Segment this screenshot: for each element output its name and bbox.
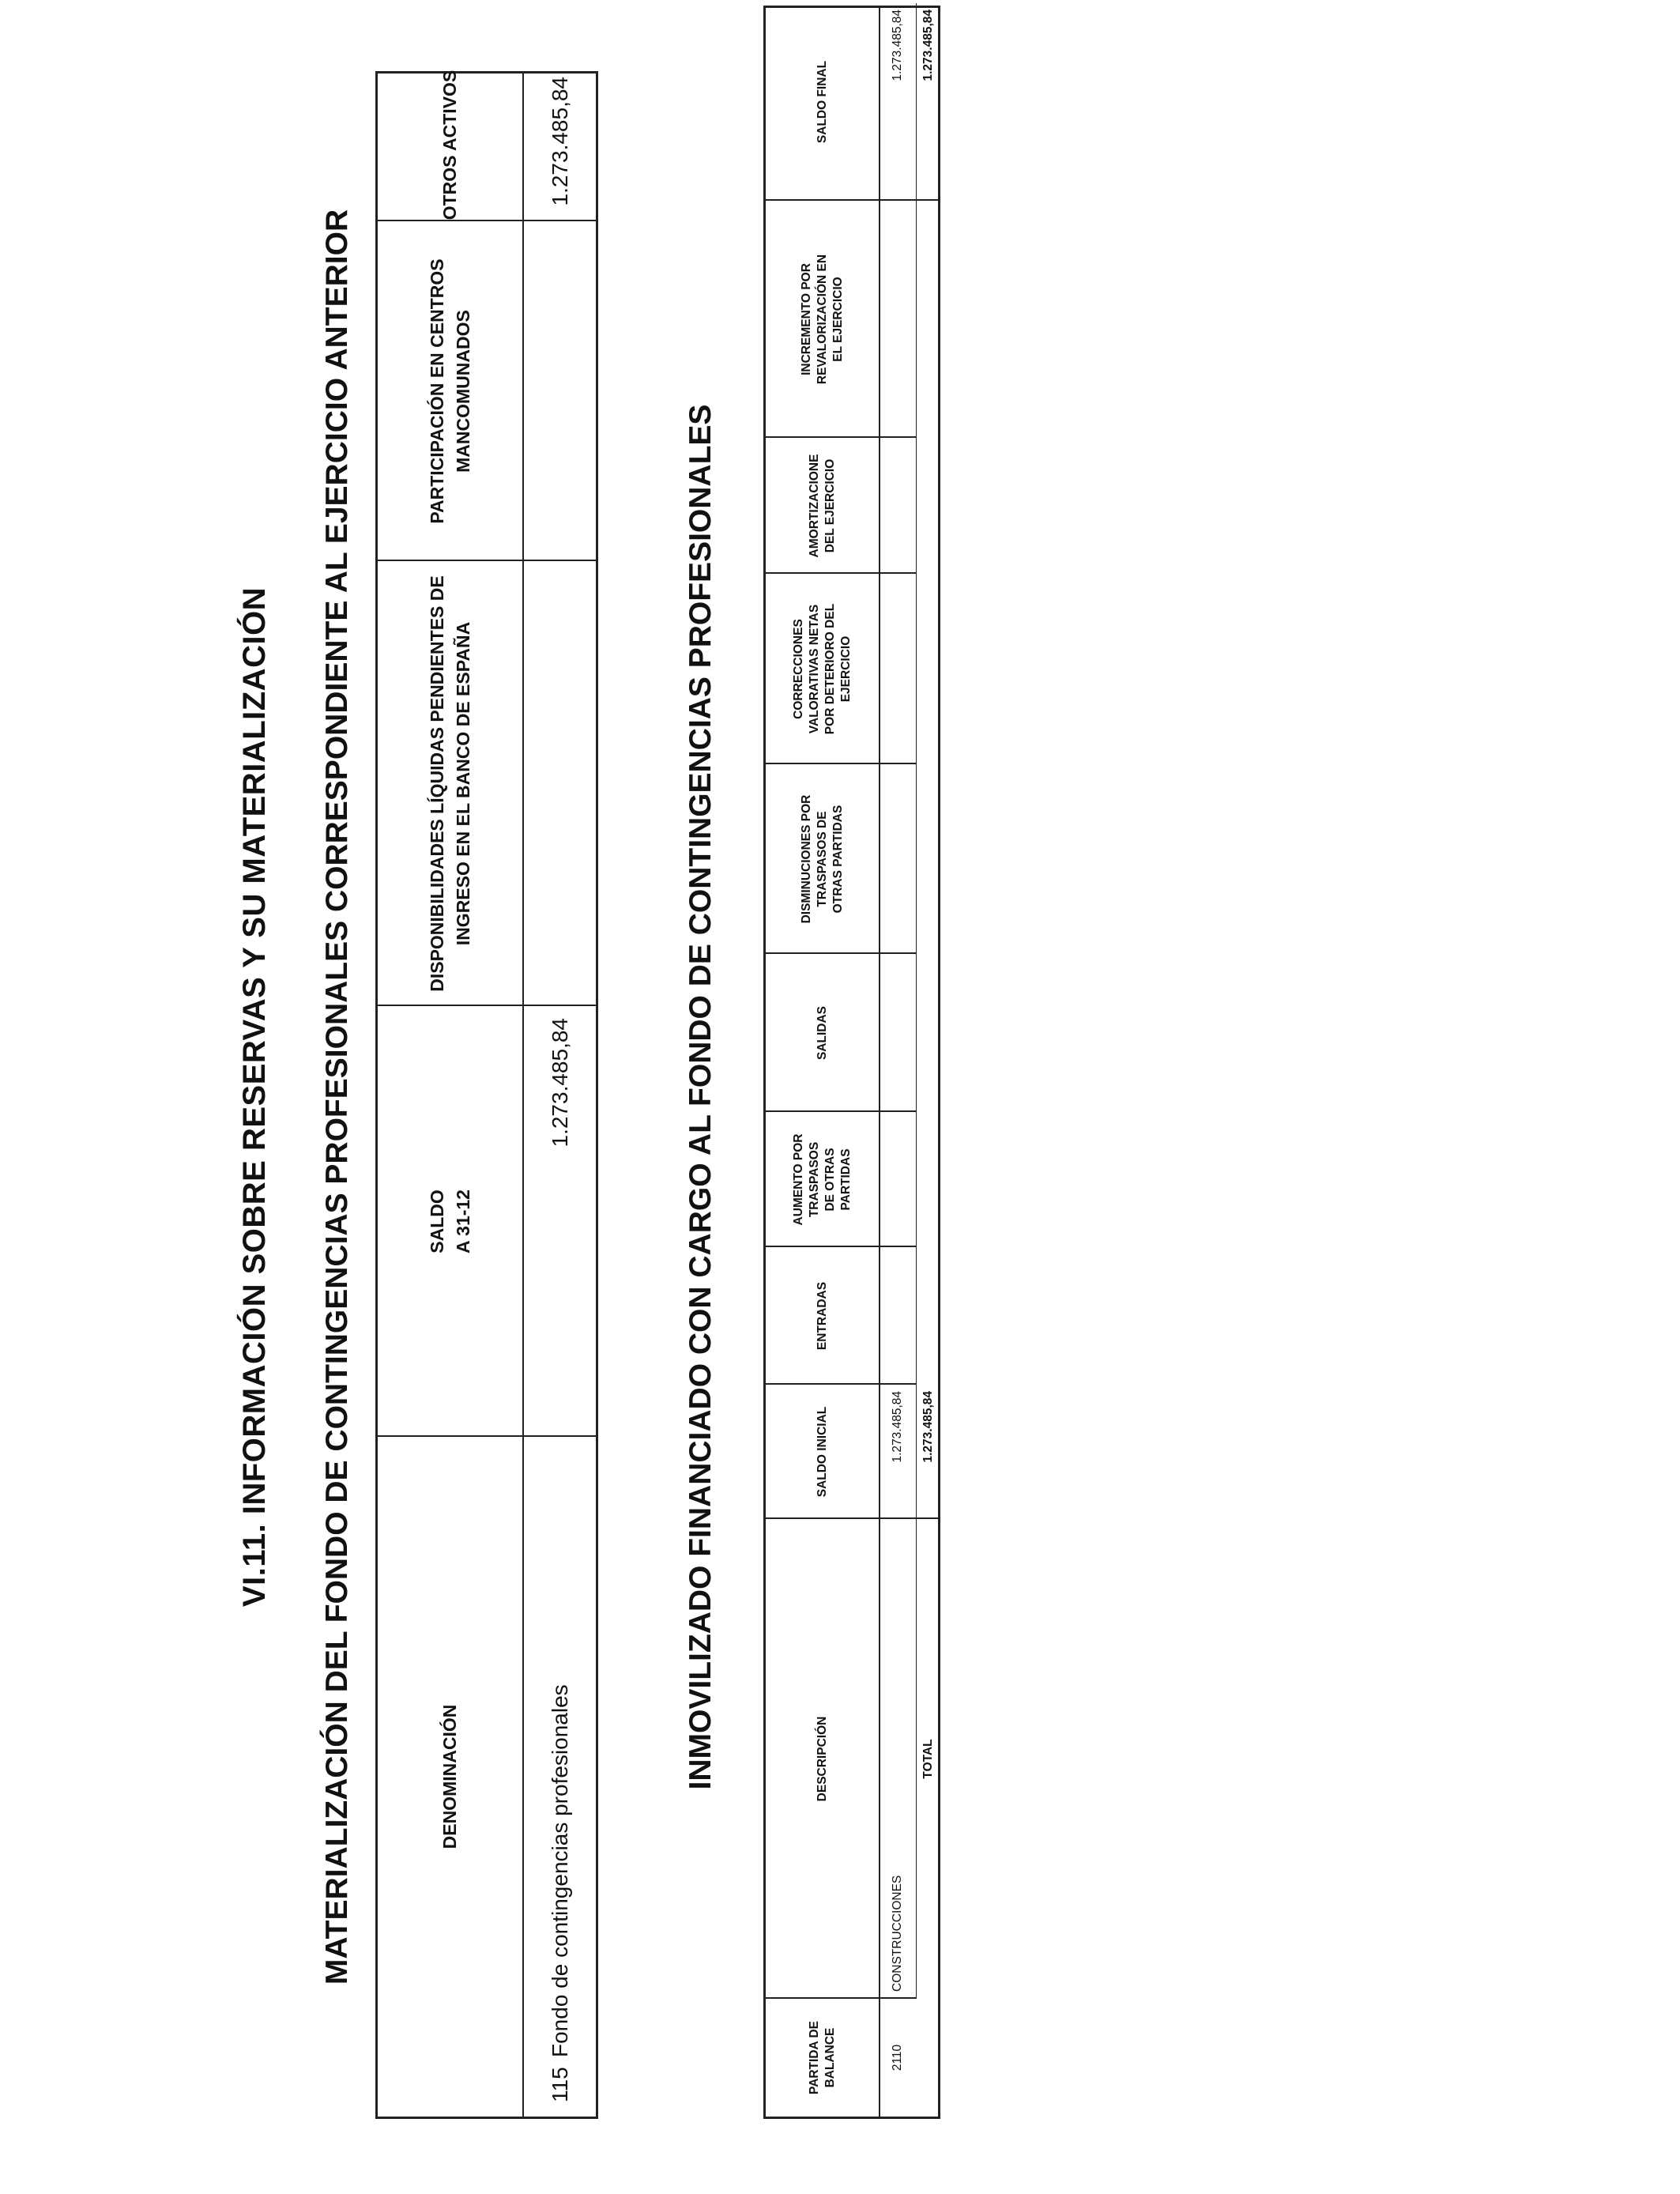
header-correcciones-line3: POR DETERIORO DEL bbox=[823, 603, 837, 735]
header-amortizaciones-line1: AMORTIZACIONE bbox=[807, 454, 821, 558]
header-disminuciones-line1: DISMINUCIONES POR bbox=[799, 794, 813, 924]
header-aumento bbox=[766, 1112, 879, 1247]
header-denominacion: DENOMINACIÓN bbox=[439, 1704, 460, 1849]
table1-data-row bbox=[522, 74, 596, 2117]
header-participacion bbox=[378, 221, 522, 561]
column-divider bbox=[766, 1383, 916, 1385]
header-disminuciones bbox=[766, 764, 879, 954]
header-incremento-line3: EL EJERCICIO bbox=[831, 277, 845, 362]
table2-header-row bbox=[766, 8, 880, 2117]
header-aumento-line2: TRASPASOS bbox=[807, 1141, 821, 1218]
header-disponibilidades-line2: INGRESO EN EL BANCO DE ESPAÑA bbox=[452, 621, 473, 946]
header-saldo-inicial: SALDO INICIAL bbox=[815, 1406, 829, 1498]
header-correcciones-line4: EJERCICIO bbox=[838, 635, 853, 703]
column-divider bbox=[766, 952, 916, 954]
header-partida-line1: PARTIDA DE bbox=[807, 2021, 821, 2094]
row-partida: 2110 bbox=[891, 2044, 904, 2071]
row-disponibilidades bbox=[522, 571, 598, 1006]
header-entradas: ENTRADAS bbox=[815, 1281, 829, 1351]
row-code: 115 bbox=[548, 2067, 572, 2102]
header-correcciones-line1: CORRECCIONES bbox=[791, 619, 805, 719]
header-saldo-final: SALDO FINAL bbox=[815, 60, 829, 144]
header-aumento-line4: PARTIDAS bbox=[838, 1148, 853, 1211]
header-participacion-line2: MANCOMUNADOS bbox=[452, 310, 473, 473]
table1-title: MATERIALIZACIÓN DEL FONDO DE CONTINGENCIAS PROFESIONALES CORRESPONDIENTE AL EJERCICIO ANTERIOR bbox=[320, 209, 354, 1985]
column-divider bbox=[766, 572, 916, 574]
header-disminuciones-line3: OTRAS PARTIDAS bbox=[831, 805, 845, 914]
row-denominacion: Fondo de contingencias profesionales bbox=[548, 1684, 572, 2057]
header-incremento-line2: REVALORIZACIÓN EN bbox=[815, 254, 829, 385]
total-saldo-final: 1.273.485,84 bbox=[921, 9, 935, 81]
header-disminuciones-line2: TRASPASOS DE bbox=[815, 811, 829, 907]
header-incremento bbox=[766, 201, 879, 438]
header-correcciones-line2: VALORATIVAS NETAS bbox=[807, 604, 821, 734]
header-saldo bbox=[378, 1006, 522, 1437]
header-saldo-line1: SALDO bbox=[426, 1189, 447, 1253]
header-saldo-line2: A 31-12 bbox=[452, 1189, 473, 1253]
column-divider bbox=[766, 1110, 916, 1112]
row-otros-activos: 1.273.485,84 bbox=[548, 77, 572, 206]
header-aumento-line3: DE OTRAS bbox=[823, 1148, 837, 1212]
row-saldo-inicial: 1.273.485,84 bbox=[891, 1391, 904, 1463]
header-disponibilidades-line1: DISPONIBILIDADES LÍQUIDAS PENDIENTES DE bbox=[426, 575, 447, 992]
column-divider bbox=[766, 436, 916, 438]
fixed-assets-table bbox=[763, 6, 940, 2119]
table1-header-row bbox=[378, 70, 524, 2117]
total-saldo-inicial: 1.273.485,84 bbox=[921, 1391, 935, 1463]
table2-title: INMOVILIZADO FINANCIADO CON CARGO AL FONDO DE CONTINGENCIAS PROFESIONALES bbox=[684, 404, 718, 1790]
header-otros-activos: OTROS ACTIVOS bbox=[439, 70, 460, 221]
column-divider bbox=[766, 1246, 916, 1247]
header-participacion-line1: PARTICIPACIÓN EN CENTROS bbox=[426, 258, 447, 524]
header-partida-line2: BALANCE bbox=[823, 2027, 837, 2088]
row-saldo-final: 1.273.485,84 bbox=[891, 9, 904, 81]
header-salidas: SALIDAS bbox=[815, 1005, 829, 1061]
header-partida bbox=[766, 1999, 879, 2117]
header-aumento-line1: AUMENTO POR bbox=[791, 1133, 805, 1226]
fund-materialization-table bbox=[375, 71, 598, 2119]
total-label: TOTAL bbox=[921, 1739, 935, 1779]
page-title: VI.11. INFORMACIÓN SOBRE RESERVAS Y SU MATERIALIZACIÓN bbox=[237, 586, 272, 1608]
row-descripcion: CONSTRUCCIONES bbox=[891, 1875, 904, 1992]
header-amortizaciones bbox=[766, 438, 879, 574]
header-incremento-line1: INCREMENTO POR bbox=[799, 263, 813, 375]
header-descripcion: DESCRIPCIÓN bbox=[815, 1716, 829, 1802]
row-saldo: 1.273.485,84 bbox=[548, 1018, 572, 1148]
row-participacion bbox=[522, 229, 598, 561]
header-amortizaciones-line2: DEL EJERCICIO bbox=[823, 458, 837, 553]
header-correcciones bbox=[766, 574, 879, 764]
header-disponibilidades bbox=[378, 561, 522, 1006]
column-divider bbox=[766, 763, 916, 764]
